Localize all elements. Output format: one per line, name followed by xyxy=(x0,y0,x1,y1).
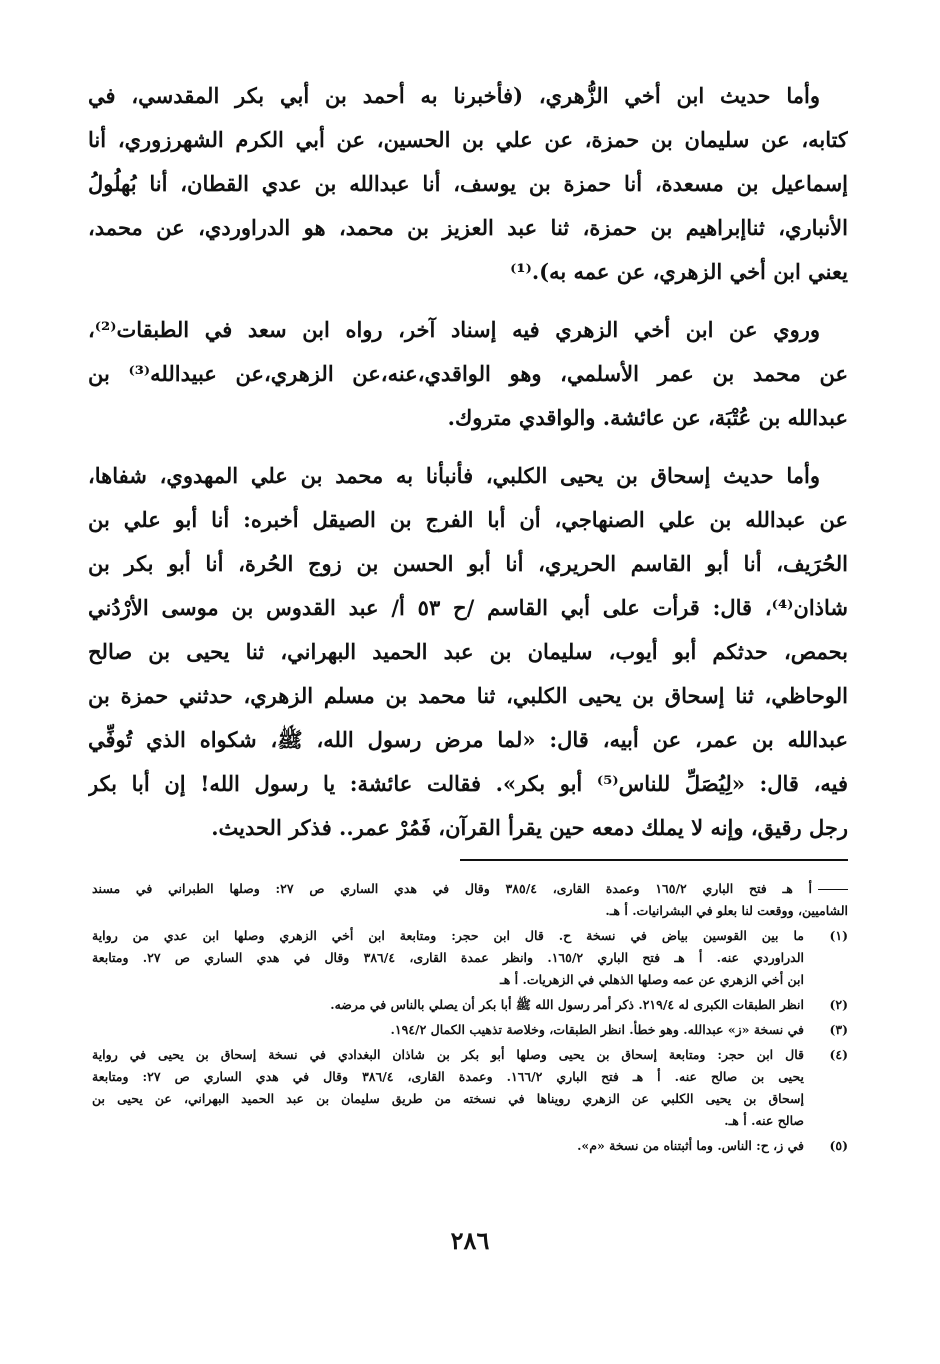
footnote-number: (٥) xyxy=(829,1138,848,1153)
text-line: شاذان⁽⁴⁾، قال: قرأت على أبي القاسم /ح ٥٣ أ/ عبد القدوس بن موسى الأرْدُني xyxy=(88,595,848,620)
text-line: عن محمد بن عمر الأسلمي، وهو الواقدي،عنه،عن الزهري،عن عبيدالله⁽³⁾ بن xyxy=(88,361,848,386)
footnote xyxy=(92,1135,848,1157)
paragraph xyxy=(88,74,848,294)
footnote-separator xyxy=(460,859,848,861)
footnote-number: (٢) xyxy=(829,997,848,1012)
text-line: عبدالله بن عمر، عن أبيه، قال: «لما مرض رسول الله، ﷺ، شكواه الذي تُوفِّي xyxy=(88,727,848,752)
text-line: رجل رقيق، وإنه لا يملك دمعه حين يقرأ القرآن، فَمُرْ عمر.. فذكر الحديث. xyxy=(211,815,848,840)
footnote-line: انظر الطبقات الكبرى له ٢١٩/٤. ذكر أمر رسول الله ﷺ أبا بكر أن يصلي بالناس في مرضه. xyxy=(330,997,804,1012)
footnote-line: صالح عنه. أ هـ. xyxy=(724,1113,804,1128)
footnote xyxy=(92,1044,848,1132)
paragraph xyxy=(88,308,848,440)
footnotes xyxy=(92,878,848,1160)
continuation-dash xyxy=(818,889,848,890)
text-line: وروي عن ابن أخي الزهري فيه إسناد آخر، رواه ابن سعد في الطبقات⁽²⁾، xyxy=(88,317,820,342)
footnote-line: إسحاق بن يحيى الكلبي عن الزهري رويناها في نسخته من طريق سليمان بن عبد الحميد البهراني، عن يحيى بن xyxy=(92,1091,804,1106)
paragraph xyxy=(88,454,848,850)
footnote-line: يحيى بن صالح عنه. أ هـ فتح الباري ١٦٦/٢. وعمدة القارى، ٣٨٦/٤ وقال في هدي الساري ص ٢٧: ومتابعة xyxy=(92,1069,804,1084)
text-line: عبدالله بن عُتْبَة، عن عائشة. والواقدي متروك. xyxy=(447,405,848,430)
page-number: ٢٨٦ xyxy=(450,1226,490,1255)
footnote xyxy=(92,925,848,991)
text-line: يعني ابن أخي الزهري، عن عمه به).⁽¹⁾ xyxy=(510,259,848,284)
text-line: إسماعيل بن مسعدة، أنا حمزة بن يوسف، أنا عبدالله بن عدي القطان، أنا بُهلُولُ xyxy=(88,171,848,196)
footnote-line: ما بين القوسين بياض في نسخة ح. قال ابن حجر: ومتابعة ابن أخي الزهري وصلها ابن عدي من رواية xyxy=(92,928,804,943)
footnote-line: الشاميين، ووقعت لنا بعلو في البشرانيات. أ هـ. xyxy=(605,903,848,918)
footnote-number: (١) xyxy=(829,928,848,943)
footnote-continuation xyxy=(92,878,848,922)
footnote-line: الدراوردي عنه. أ هـ فتح الباري ١٦٥/٢. وانظر عمدة القارى، ٣٨٦/٤ وقال في هدي الساري ص ٢٧. ومتابعة xyxy=(92,950,804,965)
footnote-line: ابن أخي الزهري عن عمه وصلها الذهلي في الزهريات. أ هـ xyxy=(500,972,804,987)
text-line: كتابه، عن سليمان بن حمزة، عن علي بن الحسين، عن أبي الكرم الشهرزوري، أنا xyxy=(88,127,848,152)
main-text xyxy=(88,74,848,850)
footnote-line: في نسخة «ز» عبدالله. وهو خطأ. انظر الطبقات، وخلاصة تذهيب الكمال ١٩٤/٢. xyxy=(390,1022,804,1037)
text-line: الحُرَيف، أنا أبو القاسم الحريري، أنا أبو الحسن بن زوج الحُرة، أنا أبو بكر بن xyxy=(88,551,848,576)
text-line: وأما حديث إسحاق بن يحيى الكلبي، فأنبأنا به محمد بن علي المهدوي، شفاها، xyxy=(88,463,820,488)
text-line: الأنباري، ثناإبراهيم بن حمزة، ثنا عبد العزيز بن محمد، هو الدراوردي، عن محمد، xyxy=(88,215,848,240)
footnote-line: قال ابن حجر: ومتابعة إسحاق بن يحيى وصلها أبو بكر بن شاذان البغدادي في نسخة إسحاق بن يحيى في رواية xyxy=(92,1047,804,1062)
text-line: وأما حديث ابن أخي الزُّهري، (فأخبرنا به أحمد بن أبي بكر المقدسي، في xyxy=(88,83,820,108)
footnote xyxy=(92,994,848,1016)
text-line: عن عبدالله بن علي الصنهاجي، أن أبا الفرج بن الصيقل أخبره: أنا أبو علي بن xyxy=(88,507,848,532)
footnote xyxy=(92,1019,848,1041)
text-line: بحمص، حدثكم أبو أيوب، سليمان بن عبد الحميد البهراني، ثنا يحيى بن صالح xyxy=(88,639,848,664)
text-line: فيه، قال: «لِيُصَلِّ للناس⁽⁵⁾ أبو بكر». فقالت عائشة: يا رسول الله! إن أبا بكر xyxy=(88,771,848,796)
footnote-number: (٤) xyxy=(829,1047,848,1062)
text-line: الوحاظي، ثنا إسحاق بن يحيى الكلبي، ثنا محمد بن مسلم الزهري، حدثني حمزة بن xyxy=(88,683,848,708)
footnote-line: في ز، ح: الناس. وما أثبتناه من نسخة «م». xyxy=(577,1138,804,1153)
footnote-number: (٣) xyxy=(829,1022,848,1037)
footnote-line: أ هـ فتح الباري ١٦٥/٢ وعمدة القارى، ٣٨٥/٤ وقال في هدي الساري ص ٢٧: وصلها الطبراني في مسند xyxy=(92,878,848,900)
